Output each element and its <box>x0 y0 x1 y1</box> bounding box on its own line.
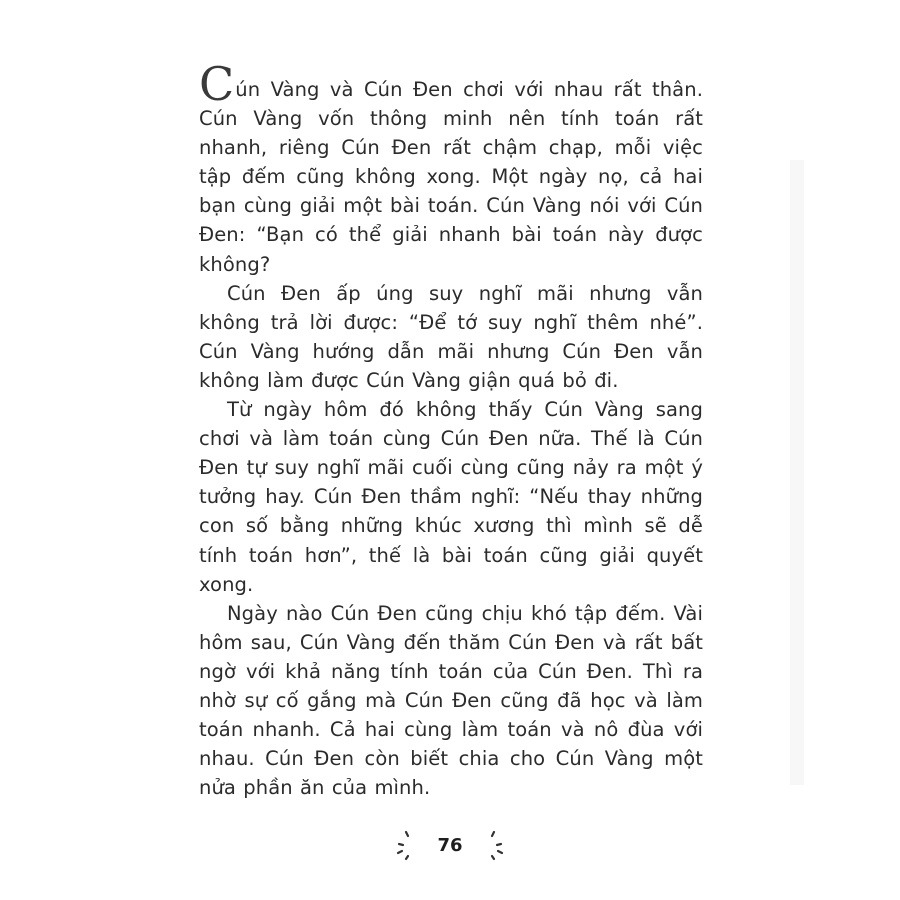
paragraph-1-text: ún Vàng và Cún Đen chơi với nhau rất thân. Cún Vàng vốn thông minh nên tính toán rất nhanh, riêng Cún Đen rất chậm chạp, mỗi việc tập đếm cũng không xong. Một ngày nọ, cả hai bạn cùng giải một bài toán. Cún Vàng nói với Cún Đen: “Bạn có thể giải nhanh bài toán này được không? <box>199 78 703 276</box>
paragraph-1 <box>199 57 703 279</box>
drop-cap: C <box>199 57 235 111</box>
page-edge-shadow <box>790 160 804 785</box>
sparkle-dashes-icon <box>486 826 506 866</box>
paragraph-2: Cún Đen ấp úng suy nghĩ mãi nhưng vẫn không trả lời được: “Để tớ suy nghĩ thêm nhé”. Cún Vàng hướng dẫn mãi nhưng Cún Đen vẫn không làm được Cún Vàng giận quá bỏ đi. <box>199 281 703 392</box>
story-text <box>199 57 703 802</box>
page-number: 76 <box>437 835 463 856</box>
paragraph-4: Ngày nào Cún Đen cũng chịu khó tập đếm. Vài hôm sau, Cún Vàng đến thăm Cún Đen và rất bất ngờ với khả năng tính toán của Cún Đen. Thì ra nhờ sự cố gắng mà Cún Đen cũng đã học và làm toán nhanh. Cả hai cùng làm toán và nô đùa với nhau. Cún Đen còn biết chia cho Cún Vàng một nửa phần ăn của mình. <box>199 601 703 800</box>
page-footer <box>392 826 508 866</box>
paragraph-3: Từ ngày hôm đó không thấy Cún Vàng sang chơi và làm toán cùng Cún Đen nữa. Thế là Cún Đen tự suy nghĩ mãi cuối cùng cũng nảy ra một ý tưởng hay. Cún Đen thầm nghĩ: “Nếu thay những con số bằng những khúc xương thì mình sẽ dễ tính toán hơn”, thế là bài toán cũng giải quyết xong. <box>199 398 703 596</box>
